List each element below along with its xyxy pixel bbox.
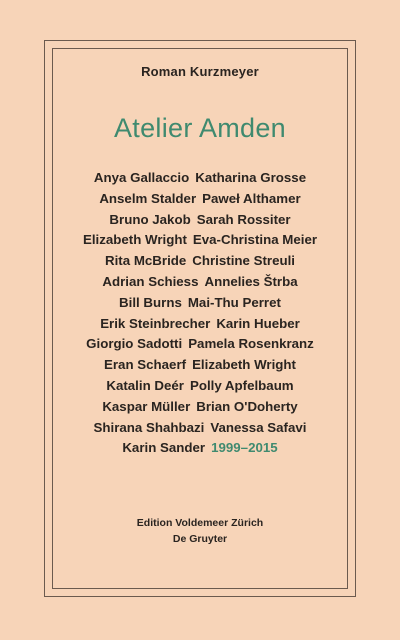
artist-name: Rita McBride (105, 253, 187, 269)
artist-name: Anselm Stalder (99, 190, 197, 206)
publisher-block (0, 515, 400, 547)
artist-name: Polly Apfelbaum (189, 377, 294, 393)
artist-name: Kaspar Müller (102, 398, 191, 414)
artist-name: Bruno Jakob (109, 211, 191, 227)
artist-row (0, 251, 400, 272)
artist-row (0, 314, 400, 335)
artist-name: Elizabeth Wright (192, 357, 296, 373)
artist-name: Elizabeth Wright (82, 232, 187, 248)
artist-name: Giorgio Sadotti (86, 336, 183, 352)
artist-name: Christine Streuli (192, 253, 295, 269)
publisher-line-1: Edition Voldemeer Zürich (136, 517, 264, 529)
artist-name: Brian O'Doherty (196, 398, 298, 414)
artist-name: Mai-Thu Perret (187, 294, 281, 310)
artist-name: Karin Hueber (216, 315, 300, 331)
publisher-line-2: De Gruyter (172, 533, 228, 545)
artist-row (0, 189, 400, 210)
artist-name: Sarah Rossiter (196, 211, 291, 227)
artist-name: Adrian Schiess (102, 273, 199, 289)
artist-row (0, 376, 400, 397)
artist-name: Pamela Rosenkranz (188, 336, 314, 352)
artist-name: Eva-Christina Meier (192, 232, 318, 248)
artist-row (0, 168, 400, 189)
artist-row (0, 272, 400, 293)
artist-row (0, 438, 400, 459)
artist-name: Katharina Grosse (195, 170, 307, 185)
artist-name: Erik Steinbrecher (100, 315, 211, 331)
artist-name: Annelies Štrba (204, 273, 298, 289)
artist-list (0, 168, 400, 459)
artist-name: Bill Burns (119, 294, 182, 310)
artist-name: Karin Sander (122, 440, 206, 456)
artist-row (0, 230, 400, 251)
artist-name: Katalin Deér (106, 377, 184, 393)
artist-row (0, 355, 400, 376)
artist-row (0, 293, 400, 314)
book-title: Atelier Amden (114, 113, 286, 143)
artist-row (0, 397, 400, 418)
artist-name: Paweł Althamer (202, 190, 301, 206)
artist-row (0, 210, 400, 231)
artist-name: Anya Gallaccio (93, 170, 190, 185)
artist-name: Shirana Shahbazi (93, 419, 205, 435)
year-range: 1999–2015 (211, 440, 278, 456)
artist-name: Eran Schaerf (104, 357, 187, 373)
author-name: Roman Kurzmeyer (141, 64, 259, 79)
artist-row (0, 418, 400, 439)
artist-row (0, 334, 400, 355)
artist-name: Vanessa Safavi (210, 419, 307, 435)
